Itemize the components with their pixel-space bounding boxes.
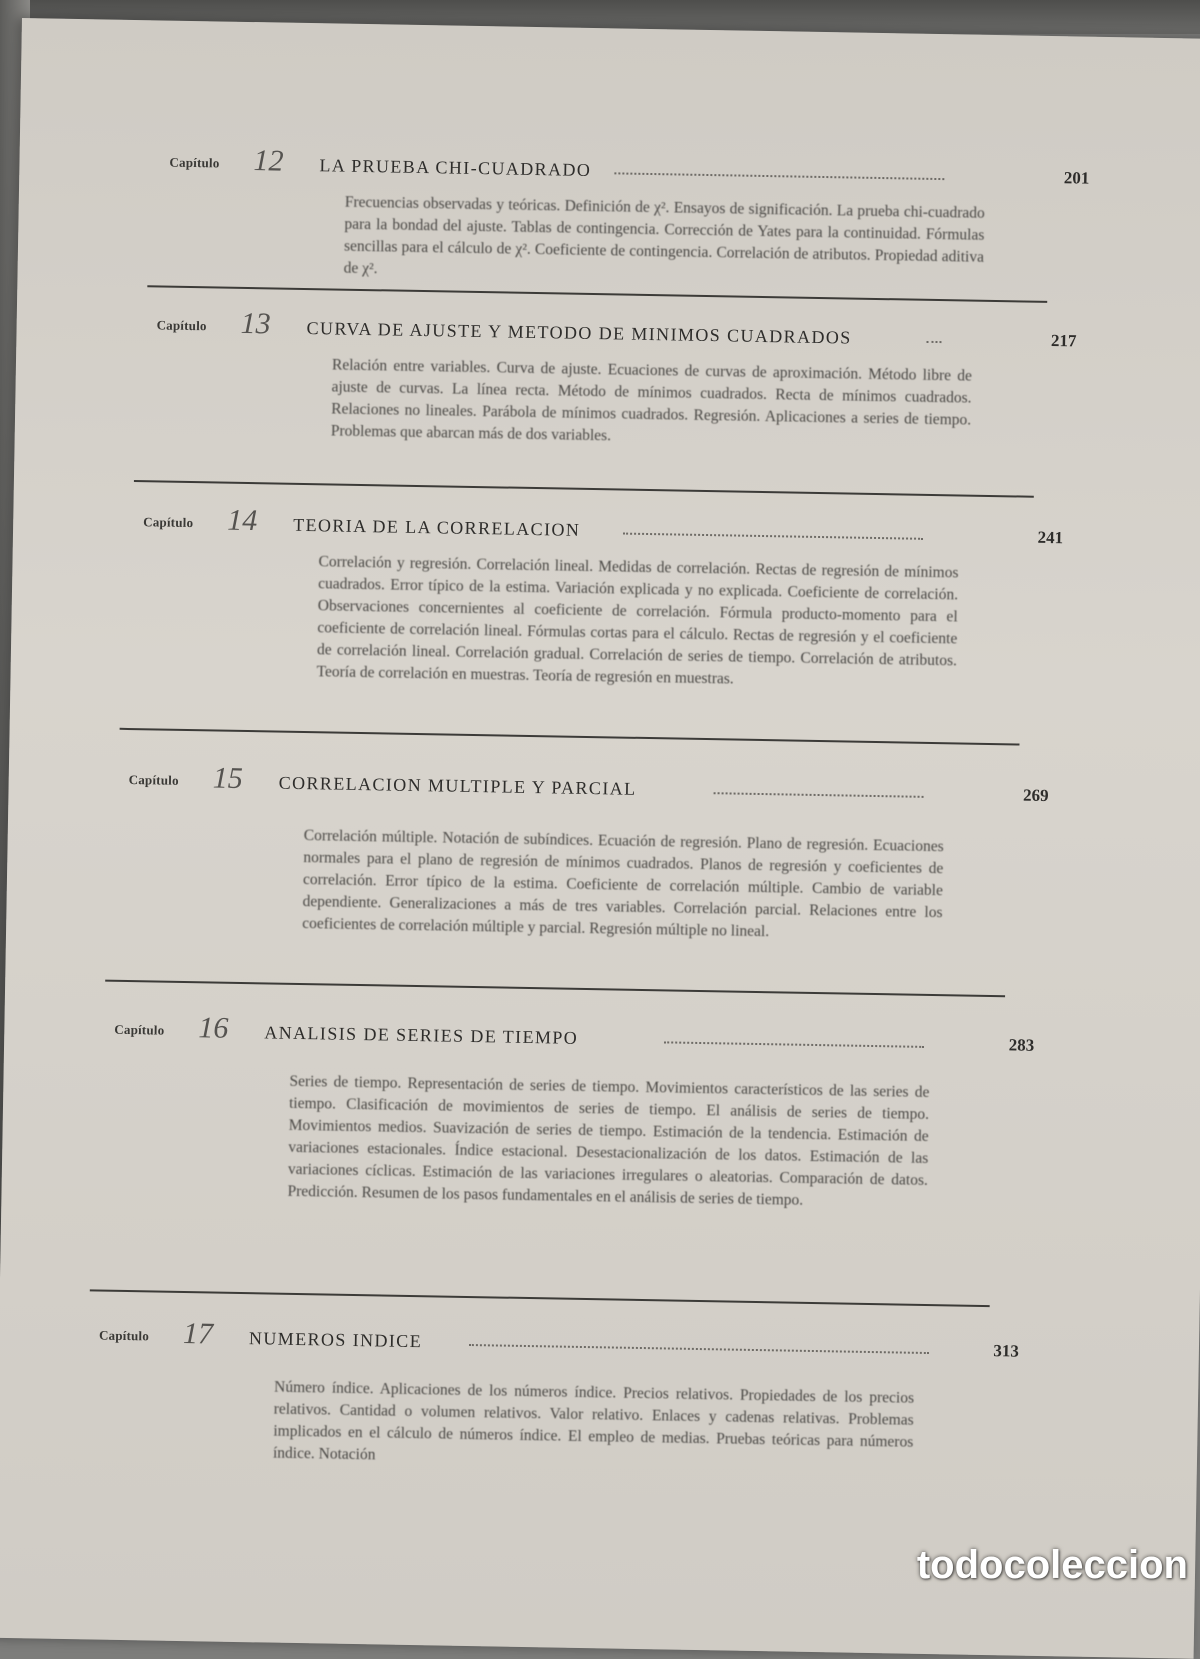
chapter-heading [143, 502, 1064, 558]
chapter-title: LA PRUEBA CHI-CUADRADO [319, 155, 592, 180]
dot-leader [614, 172, 944, 180]
chapter-page-number: 217 [1050, 331, 1077, 351]
chapter-number: 12 [253, 144, 284, 178]
watermark-logo: todocoleccion [916, 1543, 1188, 1587]
chapter-summary: Relación entre variables. Curva de ajuste. Ecuaciones de curvas de aproximación. Método libre de ajuste de curvas. La línea recta. Método de mínimos cuadrados. Recta de mínimos cuadrados. Relaciones no lineales. Parábola de mínimos cuadrados. Regresión. Aplicaciones a series de tiempo. Problemas que abarcan más de dos variables. [330, 356, 973, 445]
chapter-15 [126, 760, 1049, 948]
dot-leader [714, 792, 924, 798]
chapter-heading [98, 1316, 1020, 1372]
chapter-heading [128, 760, 1049, 816]
chapter-page-number: 283 [1008, 1035, 1035, 1055]
book-page [0, 18, 1200, 1659]
chapter-label: Capítulo [128, 771, 179, 788]
chapter-heading [169, 143, 1090, 199]
chapter-page-number: 269 [1022, 785, 1049, 806]
chapter-summary: Series de tiempo. Representación de series de tiempo. Movimientos característicos de las series de tiempo. Clasificación de movimientos de series de tiempo. El análisis de series de tiempo. Movimientos medios. Suavización de series de tiempo. Estimación de la tendencia. Estimación de variaciones estacionales. Índice estacional. Desestacionalización de los datos. Estimación de las variaciones cíclicas. Estimación de las variaciones irregulares o aleatorias. Comparación de datos. Predicción. Resumen de los pasos fundamentales en el análisis de series de tiempo. [287, 1072, 930, 1209]
chapter-label: Capítulo [98, 1327, 150, 1344]
chapter-divider [134, 480, 1034, 498]
chapter-number: 17 [182, 1317, 214, 1351]
chapter-summary: Correlación múltiple. Notación de subíndices. Ecuación de regresión. Plano de regresión. Ecuaciones normales para el plano de regresión de mínimos cuadrados. Planos de regresión y coeficientes de correlación. Error típico de la estima. Coeficiente de correlación múltiple. Cambio de variable dependiente. Generalizaciones a más de tres variables. Correlación parcial. Relaciones entre los coeficientes de correlación múltiple y parcial. Regresión múltiple no lineal. [302, 827, 944, 941]
chapter-heading [114, 1010, 1035, 1066]
chapter-page-number: 201 [1063, 168, 1090, 188]
chapter-number: 16 [198, 1011, 229, 1045]
chapter-label: Capítulo [114, 1021, 165, 1038]
chapter-17 [97, 1316, 1020, 1478]
chapter-label: Capítulo [143, 514, 194, 531]
dot-leader [469, 1344, 929, 1354]
chapter-title: TEORIA DE LA CORRELACION [293, 514, 581, 540]
chapter-divider [105, 980, 1005, 998]
chapter-summary: Correlación y regresión. Correlación lineal. Medidas de correlación. Rectas de regresión de mínimos cuadrados. Error típico de la estima. Variación explicada y no explicada. Coeficiente de correlación. Observaciones concernientes al coeficiente de correlación. Fórmula producto-momento para el coeficiente de correlación lineal. Fórmulas cortas para el cálculo. Rectas de regresión y el coeficiente de correlación lineal. Correlación gradual. Correlación de series de tiempo. Correlación de atributos. Teoría de correlación en muestras. Teoría de regresión en muestras. [316, 553, 959, 688]
chapter-14 [140, 502, 1064, 696]
chapter-title: CURVA DE AJUSTE Y METODO DE MINIMOS CUADRADOS [306, 318, 852, 348]
chapter-summary: Frecuencias observadas y teóricas. Definición de χ². Ensayos de significación. La prueba chi-cuadrado para la bondad del ajuste. Tablas de contingencia. Corrección de Yates para la continuidad. Fórmulas sencillas para el cálculo de χ². Coeficiente de contingencia. Correlación de atributos. Propiedad aditiva de χ². [343, 193, 985, 278]
chapter-number: 15 [212, 761, 244, 795]
dot-leader [926, 341, 941, 343]
chapter-16 [111, 1010, 1035, 1216]
chapter-title: ANALISIS DE SERIES DE TIEMPO [264, 1022, 579, 1048]
chapter-summary: Número índice. Aplicaciones de los números índice. Precios relativos. Propiedades de los precios relativos. Cantidad o volumen relativos. Valor relativo. Enlaces y cadenas relativas. Problemas implicados en el cálculo de números índice. El empleo de medias. Pruebas teóricas para números índice. Notación [272, 1378, 915, 1464]
chapter-page-number: 313 [993, 1341, 1020, 1361]
chapter-page-number: 241 [1037, 527, 1064, 548]
chapter-label: Capítulo [169, 154, 220, 171]
chapter-divider [90, 1289, 990, 1307]
chapter-12 [168, 143, 1090, 293]
chapter-13 [155, 305, 1077, 455]
chapter-title: NUMEROS INDICE [248, 1328, 423, 1352]
chapter-divider [120, 728, 1020, 746]
chapter-number: 13 [240, 306, 271, 341]
dot-leader [623, 533, 923, 540]
chapter-label: Capítulo [156, 317, 207, 334]
chapter-title: CORRELACION MULTIPLE Y PARCIAL [278, 772, 637, 799]
dot-leader [664, 1041, 924, 1048]
chapter-number: 14 [226, 503, 258, 538]
chapter-heading [156, 305, 1077, 361]
